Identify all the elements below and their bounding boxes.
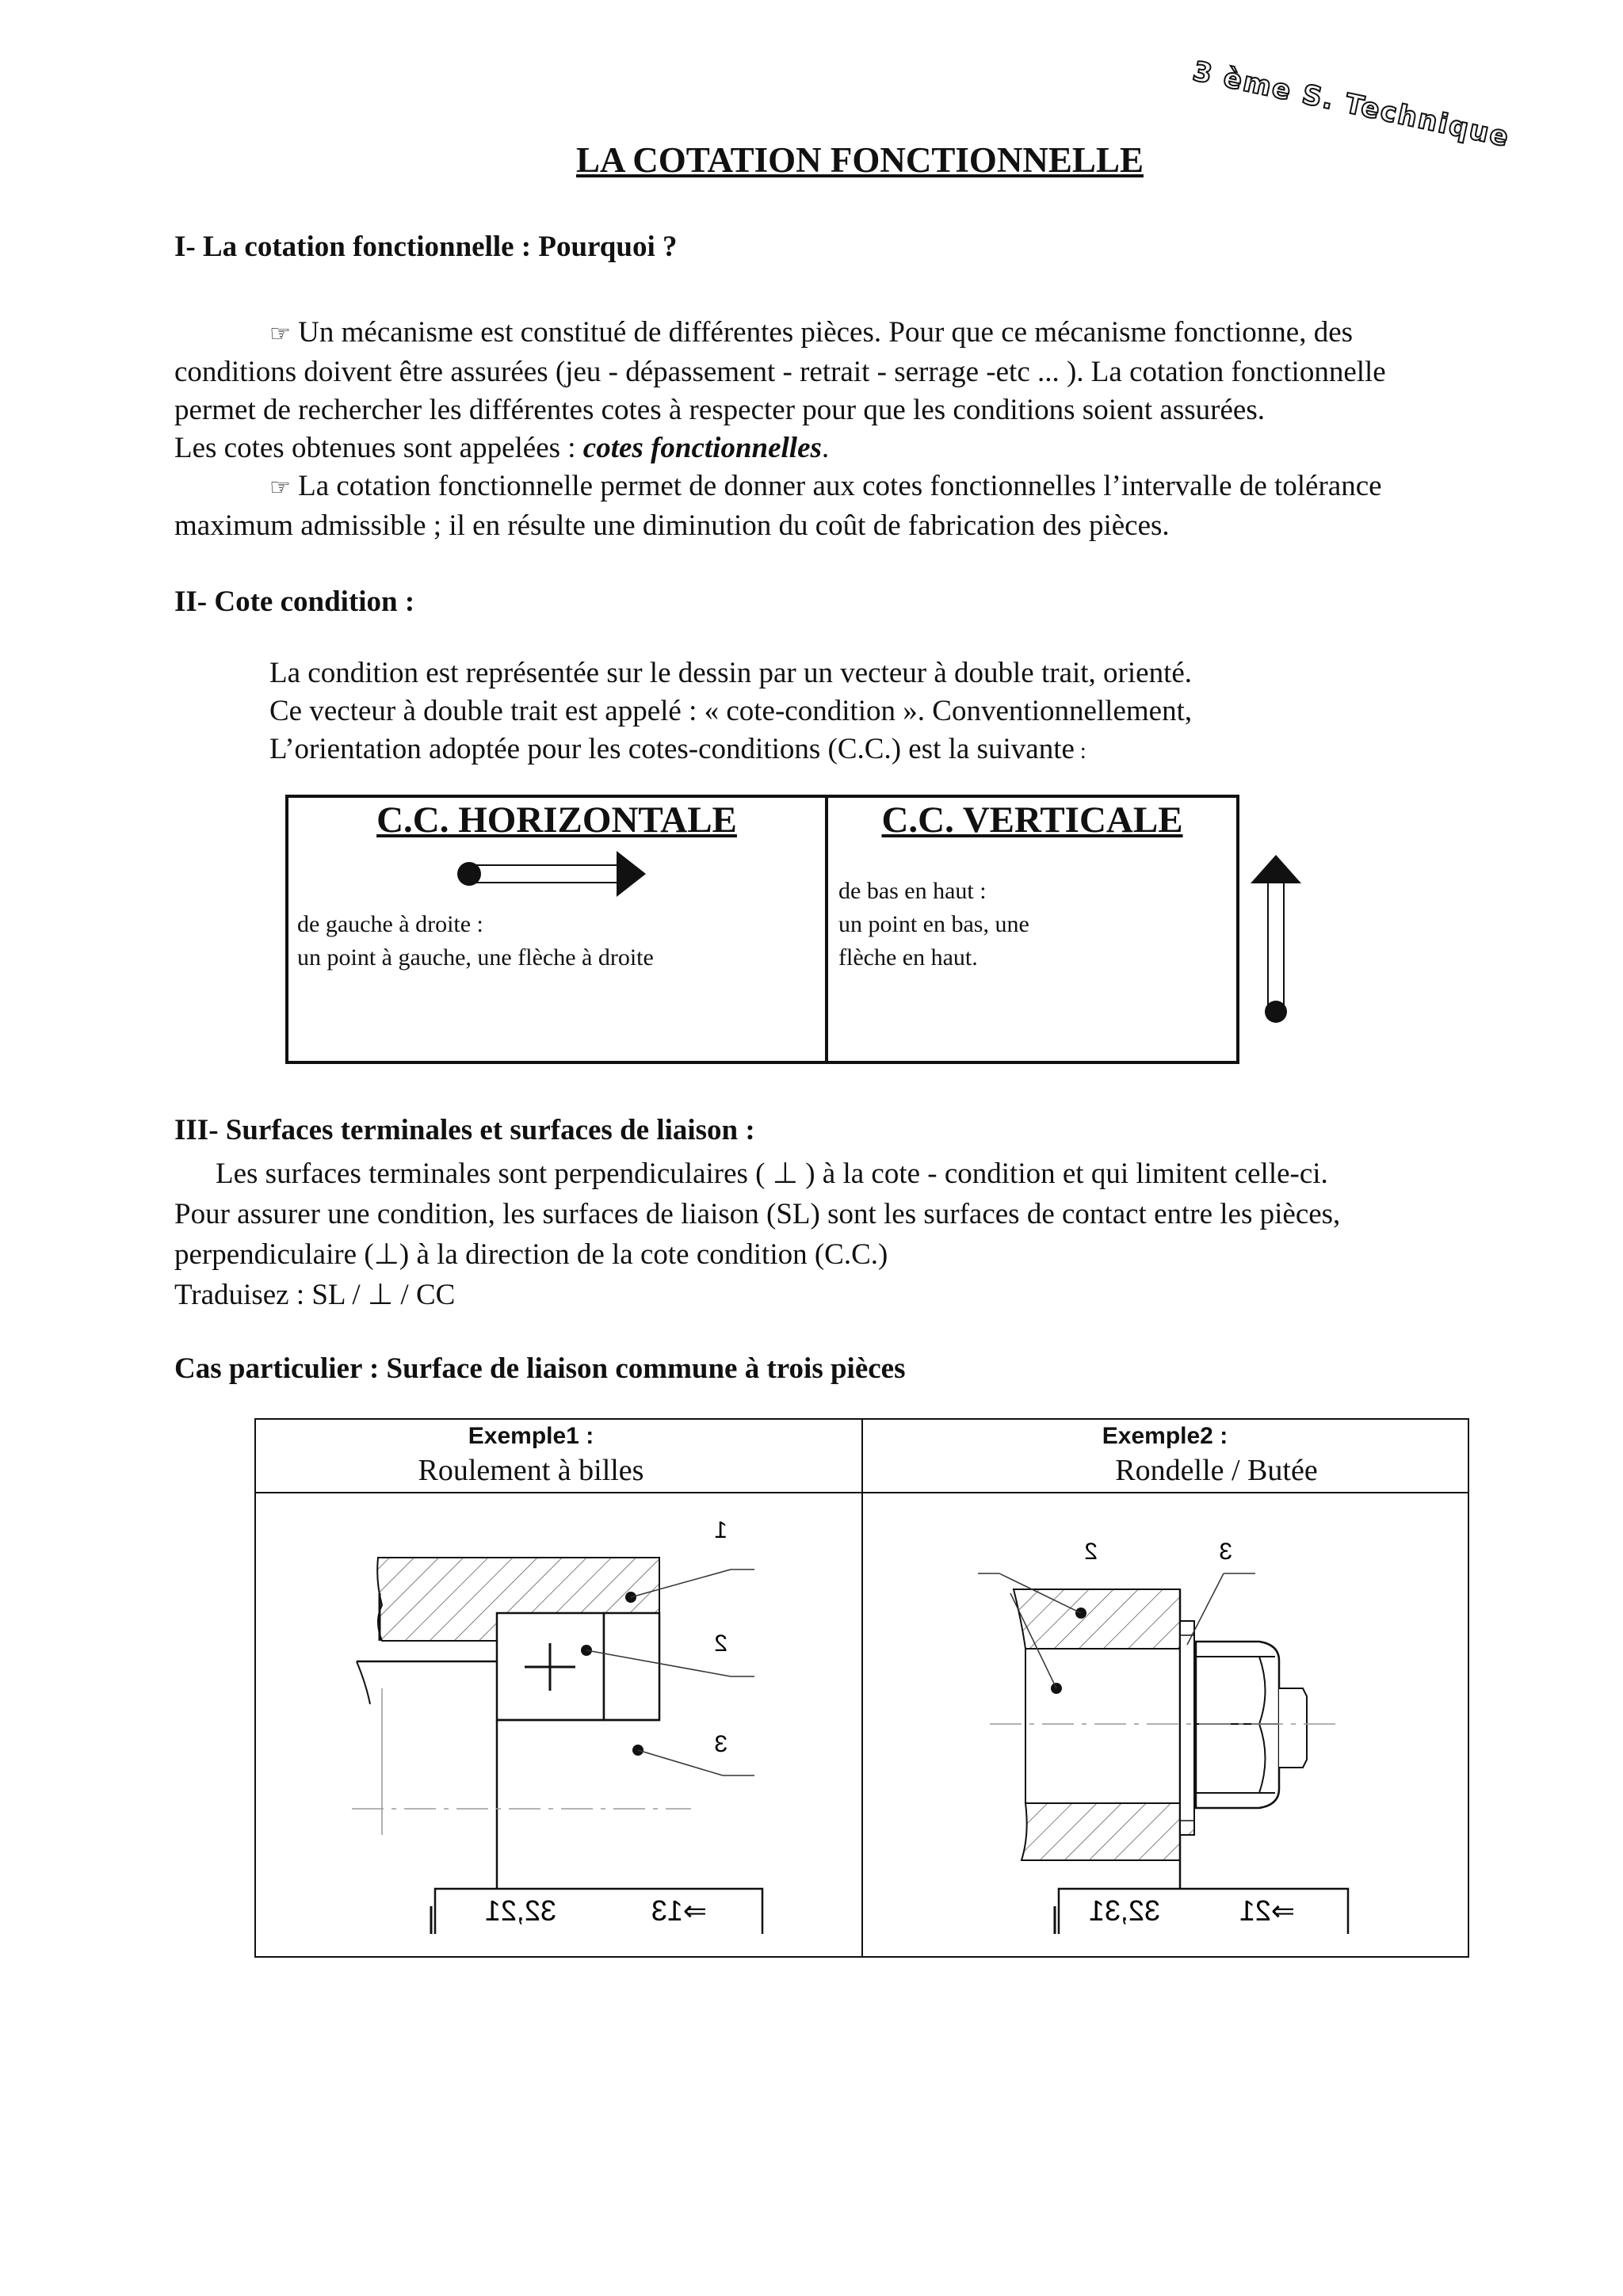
item-mark-3 [1219,1539,1232,1565]
cc-origin-dot-icon [457,862,481,886]
arrow-head-icon [1251,855,1301,883]
cc-horizontal-heading: C.C. HORIZONTALE [376,799,737,841]
svg-text:2: 2 [1084,1539,1098,1565]
section-3-body [174,1154,1545,1315]
svg-text:3: 3 [1219,1539,1232,1565]
section-1-heading: I- La cotation fonctionnelle : Pourquoi ? [174,231,678,263]
svg-text:32,31: 32,31 [1088,1894,1160,1927]
example-2-subtitle: Rondelle / Butée [1115,1454,1318,1487]
cc-vertical-heading: C.C. VERTICALE [881,799,1183,841]
item-mark-3 [714,1731,727,1757]
item-mark-2 [714,1630,727,1657]
pointing-hand-icon: ☞ [269,320,291,348]
example-2-label: Exemple2 : [1102,1423,1228,1449]
s1-line-4: Les cotes obtenues sont appelées : cotes fonctionnelles. [174,432,830,464]
item-mark-2 [1084,1539,1098,1565]
cc-horizontal-description: de gauche à droite : un point à gauche, une flèche à droite [297,911,654,971]
horizontal-cc-arrow [452,846,650,902]
arrow-head-icon [617,851,646,897]
page-title: LA COTATION FONCTIONNELLE [576,140,1144,180]
s2-line-3: L’orientation adoptée pour les cotes-conditions (C.C.) est la suivante : [269,733,1086,765]
pointing-hand-icon: ☞ [269,474,291,502]
s3-line-3: perpendiculaire (⊥) à la direction de la cote condition (C.C.) [174,1238,888,1271]
svg-text:⇒13: ⇒13 [651,1894,707,1927]
cc-vertical-description: de bas en haut : un point en bas, une flèche en haut. [838,878,1029,971]
s1-line-6: maximum admissible ; il en résulte une diminution du coût de fabrication des pièces. [174,509,1170,542]
cc-origin-dot-icon [1265,1001,1287,1023]
ex2-cartouche-left [1089,1894,1160,1927]
example-1-subtitle: Roulement à billes [418,1454,644,1487]
svg-text:1: 1 [714,1517,727,1543]
s1-line-5: La cotation fonctionnelle permet de donner aux cotes fonctionnelles l’intervalle de tolérance [298,470,1382,502]
s1-line-1: Un mécanisme est constitué de différentes pièces. Pour que ce mécanisme fonctionne, des [298,316,1354,349]
s3-line-1: Les surfaces terminales sont perpendiculaires ( ⊥ ) à la cote - condition et qui limitent celle-ci. [216,1158,1328,1190]
s3-line-4: Traduisez : SL / ⊥ / CC [174,1279,456,1311]
svg-text:⇒21: ⇒21 [1239,1894,1295,1927]
section-2-body [269,654,1458,771]
cotes-fonctionnelles-term: cotes fonctionnelles [582,432,822,464]
ex1-cartouche-right [651,1894,707,1927]
example-1-drawing [255,1494,861,1957]
ex1-cartouche-left [485,1894,556,1927]
special-case-heading: Cas particulier : Surface de liaison commune à trois pièces [174,1352,906,1385]
section-1-body [174,314,1545,545]
svg-text:3: 3 [714,1731,727,1757]
svg-text:32,21: 32,21 [484,1894,556,1927]
vertical-cc-arrow [1244,852,1308,1030]
examples-table-header-rule [254,1492,1469,1493]
section-2-heading: II- Cote condition : [174,585,415,618]
s2-line-2: Ce vecteur à double trait est appelé : « cote-condition ». Conventionnellement, [269,695,1193,727]
ex2-cartouche-right [1239,1894,1295,1927]
s1-line-3: permet de rechercher les différentes cotes à respecter pour que les conditions soient assurées. [174,394,1265,426]
corner-tag: 3 ème S. Technique [1190,55,1513,154]
item-mark-1 [714,1517,727,1543]
svg-text:2: 2 [714,1630,727,1657]
example-2-drawing [863,1494,1468,1957]
section-3-heading: III- Surfaces terminales et surfaces de liaison : [174,1114,755,1146]
s1-line-2: conditions doivent être assurées (jeu - dépassement - retrait - serrage -etc ... ). La cotation fonctionnelle [174,356,1386,388]
example-1-label: Exemple1 : [468,1423,594,1449]
s2-line-1: La condition est représentée sur le dessin par un vecteur à double trait, orienté. [269,657,1193,689]
s3-line-2: Pour assurer une condition, les surfaces de liaison (SL) sont les surfaces de contact entre les pièces, [174,1198,1341,1230]
